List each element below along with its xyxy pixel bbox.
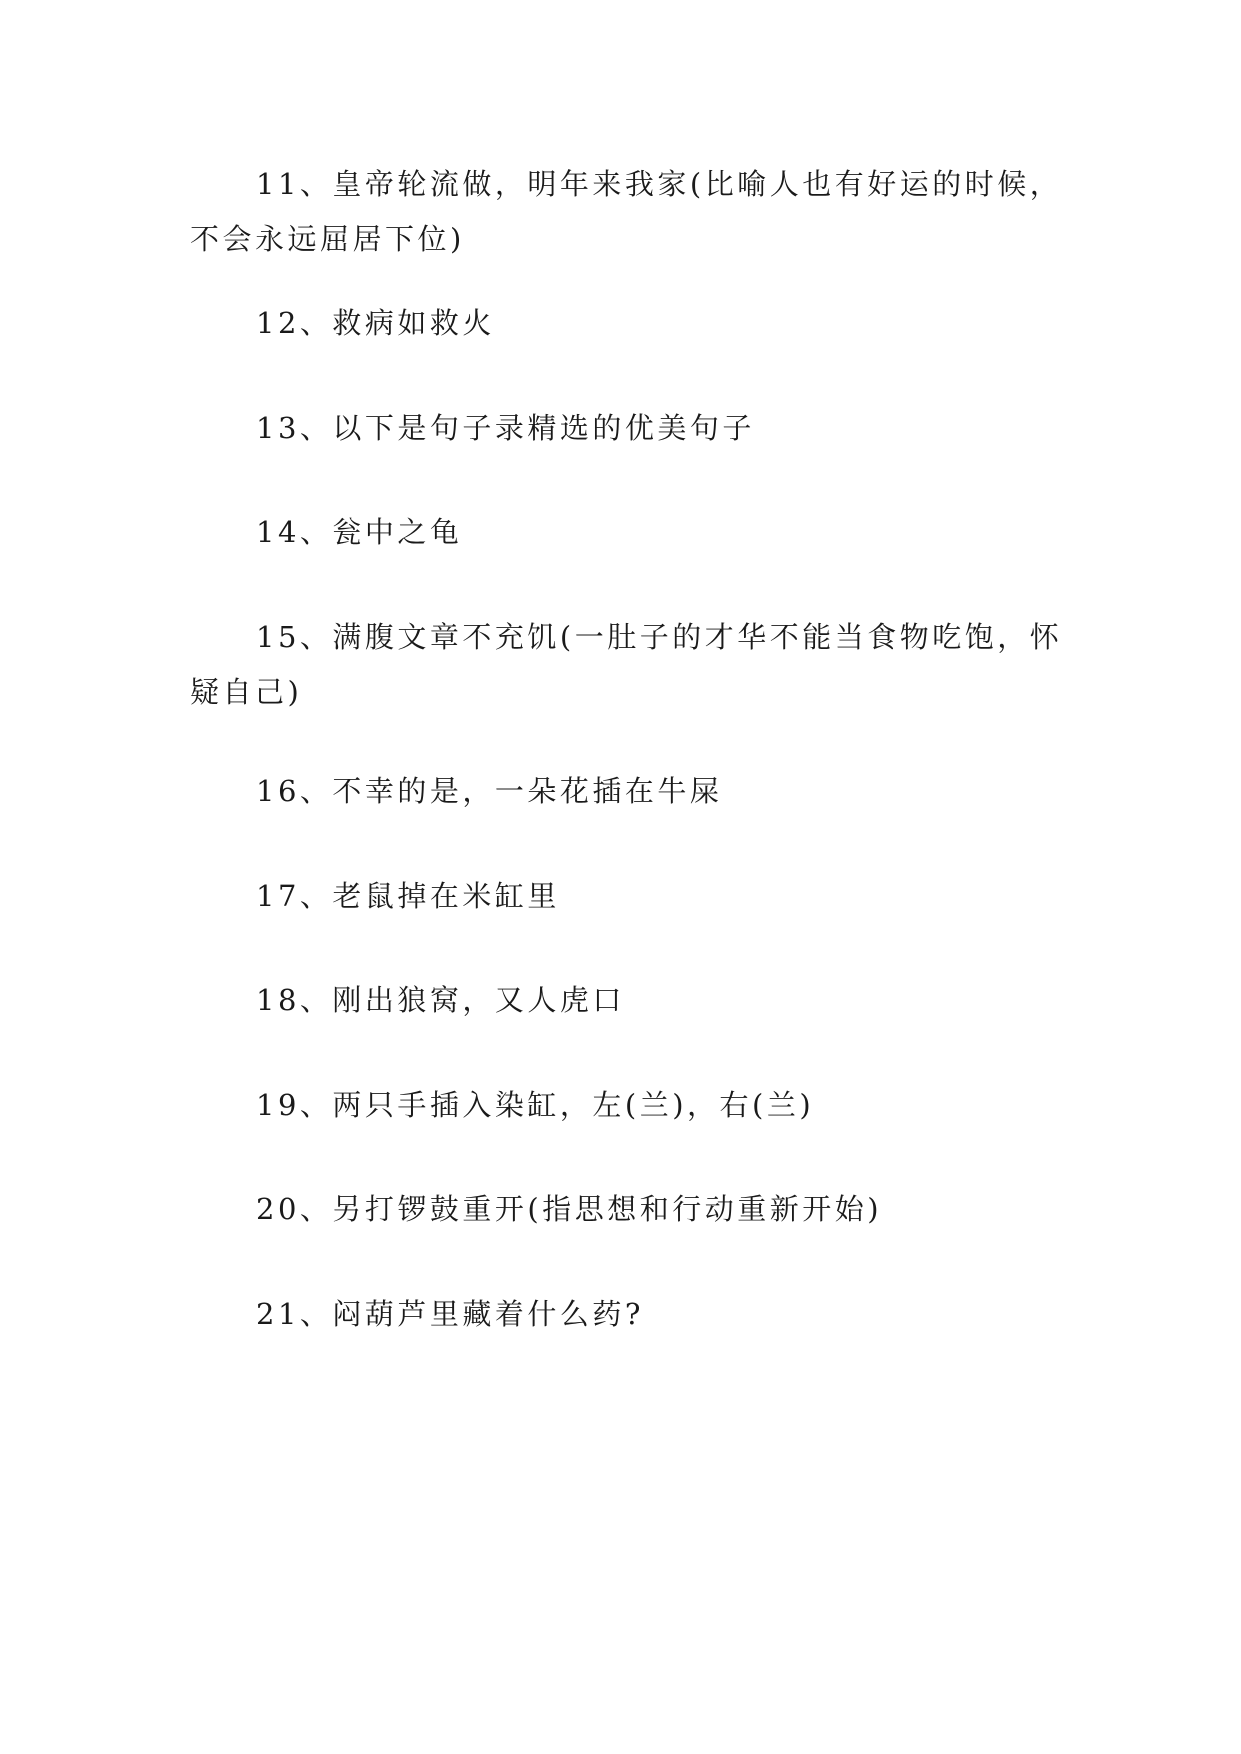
list-item: 11、皇帝轮流做，明年来我家(比喻人也有好运的时候，不会永远屈居下位) (190, 167, 1063, 256)
list-item: 12、救病如救火 (256, 306, 495, 340)
list-item: 15、满腹文章不充饥(一肚子的才华不能当食物吃饱，怀疑自己) (190, 620, 1063, 709)
list-item: 21、闷葫芦里藏着什么药? (256, 1297, 644, 1331)
list-item: 17、老鼠掉在米缸里 (256, 879, 560, 913)
list-item: 20、另打锣鼓重开(指思想和行动重新开始) (256, 1192, 883, 1226)
list-item: 13、以下是句子录精选的优美句子 (256, 411, 755, 445)
list-item: 14、瓮中之龟 (256, 515, 463, 549)
list-item: 16、不幸的是，一朵花插在牛屎 (256, 774, 723, 808)
list-item: 18、刚出狼窝，又人虎口 (256, 983, 625, 1017)
list-item: 19、两只手插入染缸，左(兰)，右(兰) (256, 1088, 815, 1122)
